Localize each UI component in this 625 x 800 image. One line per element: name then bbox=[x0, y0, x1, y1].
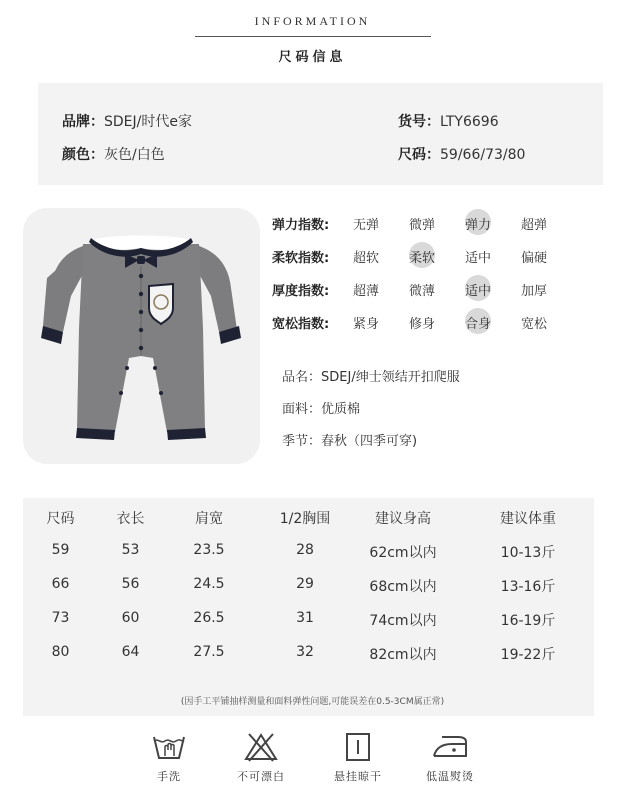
no-bleach-icon bbox=[243, 732, 279, 762]
care-label: 悬挂晾干 bbox=[334, 770, 382, 783]
header-divider bbox=[195, 36, 431, 37]
table-cell: 13-16斤 bbox=[500, 579, 556, 595]
table-cell: 29 bbox=[296, 576, 314, 592]
care-label: 不可漂白 bbox=[237, 770, 285, 783]
index-label: 柔软指数: bbox=[272, 251, 330, 266]
detail-label: 面料： bbox=[282, 402, 322, 417]
low-iron-icon bbox=[430, 732, 470, 762]
index-option: 紧身 bbox=[352, 317, 379, 332]
index-row-softness bbox=[272, 243, 612, 269]
product-name-field bbox=[282, 366, 460, 385]
index-option-selected: 合身 bbox=[458, 313, 498, 332]
table-cell: 28 bbox=[296, 542, 314, 558]
hand-wash-icon bbox=[151, 732, 187, 762]
index-label: 厚度指数: bbox=[272, 284, 330, 299]
detail-value: 优质棉 bbox=[321, 402, 361, 417]
detail-value: SDEJ/绅士领结开扣爬服 bbox=[321, 370, 460, 385]
index-option: 无弹 bbox=[352, 218, 379, 233]
care-hang-dry bbox=[313, 732, 403, 784]
table-header-cell: 1/2胸围 bbox=[279, 511, 331, 527]
brand-value: SDEJ/时代e家 bbox=[104, 114, 192, 130]
table-cell: 32 bbox=[296, 644, 314, 660]
brand-label: 品牌： bbox=[62, 114, 104, 130]
table-cell: 26.5 bbox=[193, 610, 225, 626]
index-row-fit bbox=[272, 309, 612, 335]
table-cell: 82cm以内 bbox=[369, 647, 437, 663]
product-photo bbox=[23, 208, 260, 464]
table-cell: 68cm以内 bbox=[369, 579, 437, 595]
index-option: 偏硬 bbox=[520, 251, 547, 266]
color-field bbox=[62, 144, 165, 164]
care-no-bleach bbox=[216, 732, 306, 784]
hang-dry-icon bbox=[340, 732, 376, 762]
product-info-panel bbox=[38, 83, 603, 185]
header-title-cn: 尺码信息 bbox=[278, 50, 347, 65]
header-title-en: INFORMATION bbox=[254, 14, 371, 28]
table-cell: 73 bbox=[51, 610, 70, 626]
table-cell: 53 bbox=[121, 542, 140, 558]
index-option-selected: 弹力 bbox=[458, 214, 498, 233]
table-cell: 31 bbox=[296, 610, 314, 626]
detail-value: 春秋（四季可穿) bbox=[321, 434, 418, 449]
table-cell: 56 bbox=[121, 576, 140, 592]
table-cell: 59 bbox=[51, 542, 70, 558]
detail-label: 季节： bbox=[282, 434, 322, 449]
item-no-field bbox=[398, 111, 499, 131]
table-cell: 16-19斤 bbox=[500, 613, 556, 629]
care-label: 手洗 bbox=[157, 770, 181, 783]
table-cell: 66 bbox=[51, 576, 70, 592]
index-option: 超软 bbox=[352, 251, 379, 266]
color-label: 颜色： bbox=[62, 147, 104, 163]
size-table bbox=[23, 498, 594, 716]
brand-field bbox=[62, 111, 192, 131]
index-option: 修身 bbox=[408, 317, 435, 332]
index-row-thickness bbox=[272, 276, 612, 302]
table-cell: 27.5 bbox=[193, 644, 225, 660]
index-option: 微薄 bbox=[408, 284, 435, 299]
table-header-cell: 建议体重 bbox=[500, 511, 556, 527]
table-cell: 19-22斤 bbox=[500, 647, 556, 663]
size-label: 尺码： bbox=[398, 147, 440, 163]
table-header-cell: 衣长 bbox=[116, 511, 145, 527]
index-option: 微弹 bbox=[408, 218, 435, 233]
table-header-cell: 尺码 bbox=[46, 511, 75, 527]
measurement-note: (因手工平铺抽样测量和面料弹性问题,可能误差在0.5-3CM属正常) bbox=[180, 697, 445, 707]
index-option: 超薄 bbox=[352, 284, 379, 299]
index-option: 超弹 bbox=[520, 218, 547, 233]
care-hand-wash bbox=[124, 732, 214, 784]
table-cell: 74cm以内 bbox=[369, 613, 437, 629]
item-no-label: 货号： bbox=[398, 114, 440, 130]
care-label: 低温熨烫 bbox=[426, 770, 474, 783]
fabric-field bbox=[282, 398, 360, 417]
section-header bbox=[0, 14, 625, 65]
index-label: 弹力指数: bbox=[272, 218, 330, 233]
table-cell: 23.5 bbox=[193, 542, 225, 558]
table-cell: 10-13斤 bbox=[500, 545, 556, 561]
season-field bbox=[282, 430, 417, 449]
table-cell: 80 bbox=[51, 644, 70, 660]
index-option: 加厚 bbox=[520, 284, 547, 299]
index-option-selected: 柔软 bbox=[402, 247, 442, 266]
care-low-iron bbox=[405, 732, 495, 784]
index-row-elasticity bbox=[272, 210, 612, 236]
baby-romper-image bbox=[23, 208, 260, 464]
size-value: 59/66/73/80 bbox=[440, 147, 526, 163]
table-cell: 64 bbox=[121, 644, 140, 660]
item-no-value: LTY6696 bbox=[440, 114, 499, 130]
index-label: 宽松指数: bbox=[272, 317, 330, 332]
index-option: 宽松 bbox=[520, 317, 547, 332]
table-cell: 24.5 bbox=[193, 576, 225, 592]
table-cell: 60 bbox=[121, 610, 140, 626]
size-field bbox=[398, 144, 525, 164]
color-value: 灰色/白色 bbox=[104, 147, 165, 163]
table-header-cell: 肩宽 bbox=[195, 511, 223, 527]
detail-label: 品名： bbox=[282, 370, 322, 385]
index-option: 适中 bbox=[464, 251, 491, 266]
index-option-selected: 适中 bbox=[458, 280, 498, 299]
table-header-cell: 建议身高 bbox=[375, 511, 431, 527]
table-cell: 62cm以内 bbox=[369, 545, 437, 561]
